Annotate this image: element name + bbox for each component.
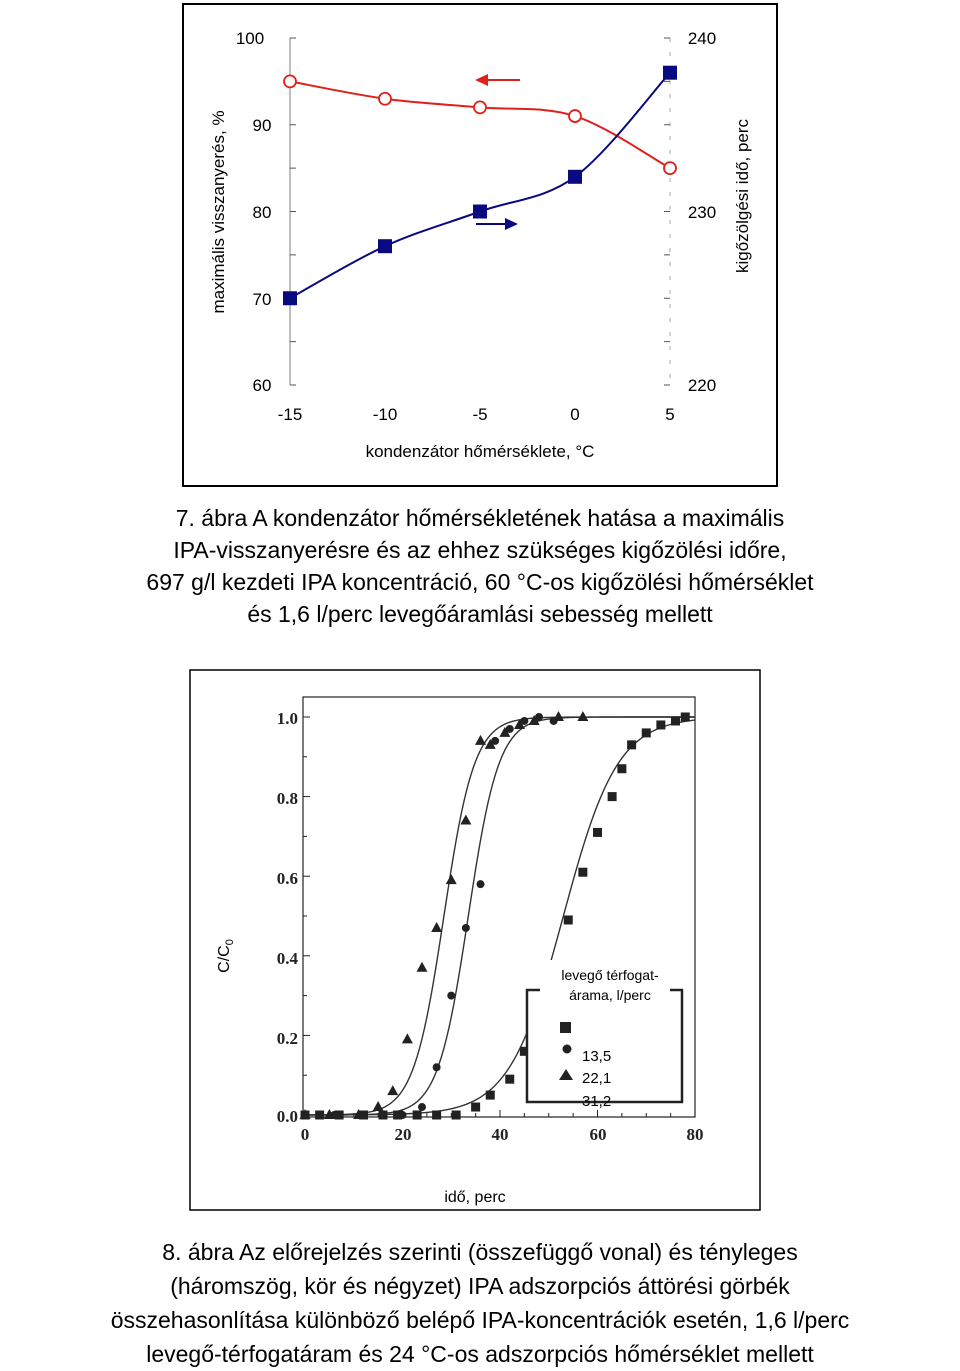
stripping-time-point [473,205,487,219]
x-tick-label: 20 [394,1125,412,1144]
y-axis-label: maximális visszanyerés, % [209,110,228,314]
y-tick-label: 90 [252,116,272,135]
square-point [578,868,587,877]
circle-point [379,1111,387,1119]
x-tick-label: 40 [491,1125,509,1144]
legend-title: levegő térfogat- [561,967,659,983]
stripping-time-point [378,239,392,253]
legend [527,960,682,1110]
x-tick-label: -10 [372,405,398,424]
legend-square-icon [560,1022,571,1033]
circle-point [447,992,455,1000]
square-point [656,720,665,729]
square-point [413,1111,422,1120]
recovery-point [284,75,296,87]
y-tick-label: 0.4 [276,949,298,968]
square-point [452,1111,461,1120]
square-point [608,792,617,801]
y-tick-label: 100 [235,29,265,48]
y-tick-label: 0.8 [276,789,298,808]
legend-circle-icon [563,1045,572,1054]
circle-point [477,880,485,888]
figure-8-frame [190,670,760,1210]
x-axis-label: kondenzátor hőmérséklete, °C [365,442,595,461]
caption-line: és 1,6 l/perc levegőáramlási sebesség mellett [247,601,713,627]
y-tick-label: 1.0 [276,709,298,728]
legend-entry: 13,5 [582,1048,612,1065]
y-tick-label: 0.2 [276,1029,298,1048]
caption-line: 697 g/l kezdeti IPA koncentráció, 60 °C-os kigőzölési hőmérséklet [146,569,814,595]
square-point [642,728,651,737]
x-tick-label: 0 [300,1125,310,1144]
square-point [627,740,636,749]
legend-entry: 22,1 [582,1070,612,1087]
y-tick-label: 80 [252,203,272,222]
caption-line: 8. ábra Az előrejelzés szerinti (összefüggő vonal) és tényleges [162,1239,798,1265]
square-point [564,915,573,924]
y-tick-label: 0.6 [276,869,298,888]
x-tick-label: 0 [570,405,580,424]
square-point [593,828,602,837]
x-tick-label: -5 [472,405,488,424]
square-point [315,1111,324,1120]
figure-7-caption [0,502,960,630]
legend-entry: 31,2 [582,1093,612,1110]
circle-point [462,924,470,932]
circle-point [399,1111,407,1119]
figure-8-caption [0,1235,960,1371]
stripping-time-point [568,170,582,184]
x-axis-label: idő, perc [444,1189,506,1206]
y-tick-label: 60 [252,376,272,395]
y2-tick-label: 230 [687,203,717,222]
square-point [617,764,626,773]
square-point [432,1111,441,1120]
x-tick-label: 5 [665,405,675,424]
circle-point [418,1103,426,1111]
caption-line: IPA-visszanyerésre és az ehhez szükséges kigőzölési időre, [173,537,787,563]
stripping-time-point [283,291,297,305]
y-tick-label: 70 [252,290,272,309]
caption-line: levegő-térfogatáram és 24 °C-os adszorpciós hőmérséklet mellett [146,1341,814,1367]
x-tick-label: -15 [277,405,303,424]
square-point [671,716,680,725]
y-tick-label: 0.0 [276,1107,298,1126]
caption-line: 7. ábra A kondenzátor hőmérsékletének hatása a maximális [175,505,785,531]
figure-7 [0,0,960,490]
y2-tick-label: 220 [687,376,717,395]
recovery-point [474,101,486,113]
caption-line: (háromszög, kör és négyzet) IPA adszorpciós áttörési görbék [170,1273,790,1299]
square-point [471,1103,480,1112]
y2-axis-label: kigőzölgési idő, perc [733,118,752,274]
legend-title: árama, l/perc [569,987,651,1003]
x-tick-label: 80 [686,1125,704,1144]
recovery-point [569,110,581,122]
x-tick-label: 60 [589,1125,607,1144]
square-point [505,1075,514,1084]
y2-tick-label: 240 [687,29,717,48]
circle-point [433,1063,441,1071]
recovery-point [664,162,676,174]
square-point [681,713,690,722]
figure-8 [0,660,960,1220]
caption-line: összehasonlítása különböző belépő IPA-koncentrációk esetén, 1,6 l/perc [110,1307,850,1333]
square-point [486,1091,495,1100]
stripping-time-point [663,66,677,80]
recovery-point [379,93,391,105]
svg-text:C/C0: $C/C_0$ [216,939,236,973]
